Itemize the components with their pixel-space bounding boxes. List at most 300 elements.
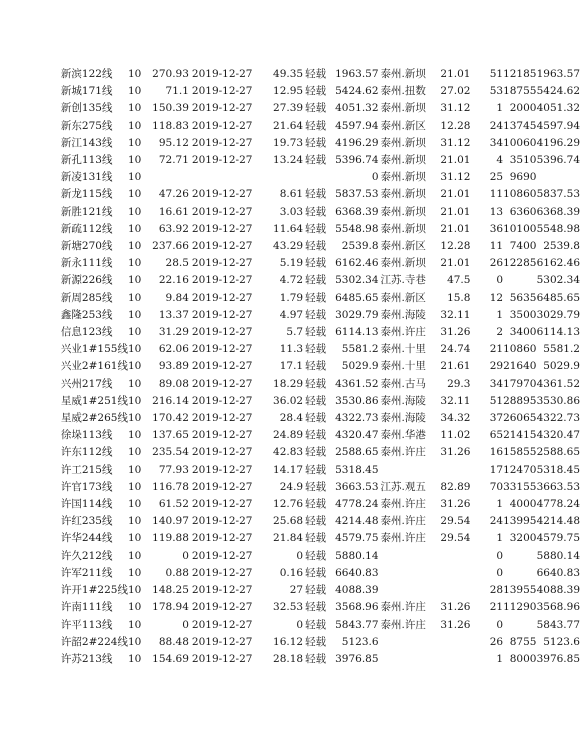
cell-voltage: 10	[127, 274, 142, 287]
cell-rating: 21.01	[440, 205, 471, 218]
cell-line-name: 新东275线	[60, 119, 113, 132]
cell-quantity: 10100	[503, 222, 537, 235]
cell-rating: 32.11	[440, 308, 471, 321]
cell-capacity: 4778.24	[335, 498, 379, 511]
cell-capacity: 5581.2	[341, 343, 379, 356]
cell-rating: 29.3	[447, 377, 471, 390]
cell-date: 2019-12-27	[191, 515, 253, 528]
cell-current: 148.25	[152, 584, 189, 597]
cell-date: 2019-12-27	[191, 463, 253, 476]
cell-available-capacity	[536, 169, 580, 186]
cell-quantity: 3510	[509, 154, 537, 167]
cell-load-rate: 49.35	[273, 68, 304, 80]
row-margin	[0, 565, 61, 582]
cell-date: 2019-12-27	[191, 222, 253, 235]
row-margin	[0, 599, 61, 616]
cell-current: 178.94	[152, 601, 189, 614]
cell-rating: 15.8	[447, 291, 471, 304]
cell-rating: 32.11	[440, 394, 471, 407]
cell-substation: 泰州.许庄	[380, 498, 426, 511]
cell-voltage: 10	[127, 205, 142, 218]
table-row	[0, 479, 580, 496]
cell-voltage: 10	[127, 618, 142, 631]
cell-load-rate: 4.97	[279, 308, 304, 321]
cell-current: 31.29	[158, 326, 189, 339]
cell-load-status: 轻载	[305, 601, 327, 614]
cell-load-rate: 8.61	[279, 188, 304, 201]
cell-voltage: 10	[127, 240, 142, 253]
cell-date: 2019-12-27	[191, 68, 253, 80]
cell-load-status: 轻载	[305, 274, 327, 287]
cell-line-name: 许久212线	[60, 549, 113, 562]
cell-voltage: 10	[127, 188, 142, 201]
line-load-table	[0, 66, 580, 668]
cell-quantity: 10860	[503, 188, 537, 201]
cell-load-status	[303, 169, 333, 186]
table-row	[0, 290, 580, 307]
cell-capacity: 3530.86	[335, 394, 379, 407]
cell-load-status: 轻载	[305, 463, 327, 476]
cell-load-rate: 25.68	[273, 515, 304, 528]
cell-current: 0.88	[165, 566, 189, 579]
cell-load-status: 轻载	[305, 326, 327, 339]
cell-line-name: 新疏112线	[60, 222, 113, 235]
cell-voltage: 10	[127, 68, 142, 80]
cell-quantity: 10860	[503, 343, 537, 356]
row-margin	[0, 66, 61, 83]
cell-voltage: 10	[127, 360, 142, 373]
cell-rating: 24.74	[440, 343, 471, 356]
cell-voltage: 10	[127, 343, 142, 356]
cell-line-name: 信息123线	[60, 326, 113, 339]
cell-count: 51	[489, 394, 504, 407]
cell-voltage: 10	[127, 222, 142, 235]
cell-quantity: 11290	[503, 601, 537, 614]
cell-current: 22.16	[158, 274, 189, 287]
row-margin	[0, 118, 61, 135]
cell-line-name: 新胜121线	[60, 205, 113, 218]
cell-load-status: 轻载	[305, 412, 327, 425]
cell-rating: 31.26	[440, 446, 471, 459]
cell-available-capacity: 3663.53	[536, 480, 580, 493]
table-row	[0, 582, 580, 599]
row-margin	[0, 290, 61, 307]
cell-voltage: 10	[127, 652, 142, 665]
table-row	[0, 651, 580, 668]
cell-date: 2019-12-27	[191, 549, 253, 562]
cell-load-status: 轻载	[305, 257, 327, 270]
cell-quantity: 3500	[509, 308, 537, 321]
cell-rating: 29.54	[440, 532, 471, 545]
cell-quantity: 26065	[503, 412, 537, 425]
cell-quantity: 13955	[503, 584, 537, 597]
cell-date: 2019-12-27	[191, 257, 253, 270]
cell-line-name: 兴业2#161线	[60, 360, 128, 373]
cell-quantity: 9690	[509, 171, 537, 184]
cell-line-name: 许开1#225线	[60, 584, 128, 597]
cell-available-capacity: 4214.48	[536, 515, 580, 528]
cell-current: 13.37	[158, 308, 189, 321]
row-margin	[0, 548, 61, 565]
cell-line-name: 兴州217线	[60, 377, 113, 390]
cell-line-name: 许平113线	[60, 618, 113, 631]
cell-count: 26	[489, 257, 504, 270]
cell-load-status: 轻载	[305, 498, 327, 511]
cell-available-capacity: 6640.83	[536, 566, 580, 579]
row-margin	[0, 634, 61, 651]
cell-date: 2019-12-27	[191, 618, 253, 631]
cell-count: 65	[489, 429, 504, 442]
cell-count: 13	[489, 205, 504, 218]
cell-rating: 29.54	[440, 515, 471, 528]
cell-substation: 泰州.十里	[380, 343, 426, 356]
cell-rating: 47.5	[447, 274, 471, 287]
table-row	[0, 66, 580, 83]
cell-quantity: 12285	[503, 257, 537, 270]
cell-date: 2019-12-27	[191, 102, 253, 115]
cell-capacity: 4196.29	[335, 136, 379, 149]
cell-load-status: 轻载	[305, 85, 327, 98]
cell-date: 2019-12-27	[191, 566, 253, 579]
cell-line-name: 鑫隆253线	[60, 308, 113, 321]
cell-voltage: 10	[127, 480, 142, 493]
cell-load-rate: 12.95	[273, 85, 304, 98]
table-row	[0, 100, 580, 117]
cell-substation	[379, 565, 439, 582]
row-margin	[0, 376, 61, 393]
cell-count: 1	[496, 308, 504, 321]
table-row	[0, 169, 580, 186]
cell-date: 2019-12-27	[191, 498, 253, 511]
row-margin	[0, 358, 61, 375]
cell-count: 0	[496, 618, 504, 631]
cell-current: 216.14	[152, 394, 189, 407]
cell-line-name: 许南111线	[60, 601, 113, 614]
cell-rating	[439, 462, 471, 479]
cell-count: 26	[489, 635, 504, 648]
cell-current: 150.39	[152, 102, 189, 115]
cell-substation: 泰州.许庄	[380, 446, 426, 459]
cell-count: 36	[489, 222, 504, 235]
cell-available-capacity: 4196.29	[536, 136, 580, 149]
cell-date: 2019-12-27	[191, 480, 253, 493]
cell-load-status: 轻载	[305, 68, 327, 80]
cell-date: 2019-12-27	[191, 532, 253, 545]
cell-load-status: 轻载	[305, 343, 327, 356]
row-margin	[0, 186, 61, 203]
cell-capacity: 6485.65	[335, 291, 379, 304]
cell-load-status: 轻载	[305, 291, 327, 304]
cell-substation: 泰州.新坝	[380, 257, 426, 270]
cell-rating	[439, 634, 471, 651]
row-margin	[0, 272, 61, 289]
row-margin	[0, 393, 61, 410]
cell-capacity: 4051.32	[335, 102, 379, 115]
table-row	[0, 118, 580, 135]
cell-current: 77.93	[158, 463, 189, 476]
table-row	[0, 427, 580, 444]
cell-load-status: 轻载	[305, 136, 327, 149]
cell-count: 1	[496, 498, 504, 511]
cell-current: 140.97	[152, 515, 189, 528]
cell-capacity: 5123.6	[341, 635, 379, 648]
table-row	[0, 255, 580, 272]
cell-substation	[379, 651, 439, 668]
cell-date: 2019-12-27	[191, 274, 253, 287]
cell-substation: 泰州.十里	[380, 360, 426, 373]
cell-date: 2019-12-27	[191, 652, 253, 665]
cell-load-rate: 27	[289, 584, 304, 597]
cell-current: 63.92	[158, 222, 189, 235]
cell-count: 70	[489, 480, 504, 493]
row-margin	[0, 479, 61, 496]
cell-voltage: 10	[127, 171, 142, 184]
cell-quantity: 8755	[509, 635, 537, 648]
cell-voltage: 10	[127, 498, 142, 511]
cell-capacity: 5302.34	[335, 274, 379, 287]
cell-load-rate: 1.79	[279, 291, 304, 304]
cell-available-capacity: 3976.85	[536, 652, 580, 665]
cell-date: 2019-12-27	[191, 291, 253, 304]
cell-available-capacity: 2539.8	[543, 240, 580, 253]
cell-date	[189, 169, 254, 186]
cell-capacity: 5548.98	[335, 222, 379, 235]
cell-rating: 31.26	[440, 618, 471, 631]
cell-count: 25	[489, 171, 504, 184]
cell-rating	[439, 565, 471, 582]
cell-voltage: 10	[127, 119, 142, 132]
table-row	[0, 135, 580, 152]
cell-capacity: 2588.65	[335, 446, 379, 459]
cell-load-rate: 18.29	[273, 377, 304, 390]
cell-available-capacity: 4088.39	[536, 584, 580, 597]
table-row	[0, 376, 580, 393]
cell-substation: 泰州.古马	[380, 377, 426, 390]
cell-load-status: 轻载	[305, 446, 327, 459]
table-row	[0, 324, 580, 341]
cell-available-capacity: 1963.57	[536, 68, 580, 80]
cell-substation: 泰州.新坝	[380, 205, 426, 218]
row-margin	[0, 427, 61, 444]
cell-load-rate: 28.18	[273, 652, 304, 665]
cell-available-capacity: 5424.62	[536, 85, 580, 98]
cell-load-rate: 13.24	[273, 154, 304, 167]
cell-current: 62.06	[158, 343, 189, 356]
cell-available-capacity: 5837.53	[536, 188, 580, 201]
cell-available-capacity: 4597.94	[536, 119, 580, 132]
row-margin	[0, 307, 61, 324]
cell-substation: 泰州.新坝	[380, 136, 426, 149]
cell-current: 119.88	[152, 532, 189, 545]
row-margin	[0, 152, 61, 169]
cell-available-capacity: 5318.45	[536, 463, 580, 476]
cell-count: 11	[489, 240, 504, 253]
cell-date: 2019-12-27	[191, 326, 253, 339]
cell-capacity: 6162.46	[335, 257, 379, 270]
cell-current: 93.89	[158, 360, 189, 373]
table-row	[0, 221, 580, 238]
cell-count: 1	[496, 532, 504, 545]
row-margin	[0, 100, 61, 117]
cell-count: 21	[489, 343, 504, 356]
cell-count: 0	[496, 549, 504, 562]
table-row	[0, 634, 580, 651]
cell-available-capacity: 4051.32	[536, 102, 580, 115]
cell-date: 2019-12-27	[191, 360, 253, 373]
cell-rating: 12.28	[440, 240, 471, 253]
cell-available-capacity: 5548.98	[536, 222, 580, 235]
cell-load-rate	[254, 169, 304, 186]
cell-rating: 31.12	[440, 171, 471, 184]
cell-quantity: 4000	[509, 498, 537, 511]
cell-load-rate: 32.53	[273, 601, 304, 614]
cell-line-name: 许东112线	[60, 446, 113, 459]
cell-quantity: 3200	[509, 532, 537, 545]
cell-capacity: 6640.83	[335, 566, 379, 579]
cell-count: 12	[489, 291, 504, 304]
cell-available-capacity: 5880.14	[536, 549, 580, 562]
cell-load-rate: 11.64	[273, 222, 304, 235]
cell-load-status: 轻载	[305, 618, 327, 631]
cell-line-name: 新孔113线	[60, 154, 113, 167]
cell-current: 170.42	[152, 412, 189, 425]
cell-current: 95.12	[158, 136, 189, 149]
cell-date: 2019-12-27	[191, 308, 253, 321]
cell-count: 0	[496, 566, 504, 579]
cell-available-capacity: 4361.52	[536, 377, 580, 390]
table-row	[0, 83, 580, 100]
table-row	[0, 462, 580, 479]
cell-substation: 泰州.新坝	[380, 68, 426, 80]
cell-count: 53	[489, 85, 504, 98]
cell-date: 2019-12-27	[191, 119, 253, 132]
cell-available-capacity: 3029.79	[536, 308, 580, 321]
cell-current: 154.69	[152, 652, 189, 665]
cell-load-rate: 12.76	[273, 498, 304, 511]
cell-substation	[379, 634, 439, 651]
table-row	[0, 599, 580, 616]
cell-voltage: 10	[127, 136, 142, 149]
cell-load-rate: 24.89	[273, 429, 304, 442]
cell-quantity: 13745	[503, 119, 537, 132]
cell-quantity: 6360	[509, 205, 537, 218]
cell-line-name: 星威1#251线	[60, 394, 128, 407]
cell-date: 2019-12-27	[191, 584, 253, 597]
cell-rating: 31.12	[440, 102, 471, 115]
cell-current: 71.1	[165, 85, 189, 98]
table-row	[0, 307, 580, 324]
cell-load-rate: 36.02	[273, 394, 304, 407]
cell-count: 24	[489, 119, 504, 132]
cell-substation: 泰州.新坝	[380, 171, 426, 184]
cell-current: 72.71	[158, 154, 189, 167]
cell-substation: 泰州.华港	[380, 429, 426, 442]
cell-capacity: 4597.94	[335, 119, 379, 132]
cell-substation: 泰州.许庄	[380, 618, 426, 631]
cell-current: 61.52	[158, 498, 189, 511]
cell-load-status: 轻载	[305, 480, 327, 493]
cell-available-capacity: 6485.65	[536, 291, 580, 304]
cell-count: 28	[489, 584, 504, 597]
cell-capacity: 5318.45	[335, 463, 379, 476]
cell-quantity: 21415	[503, 429, 537, 442]
cell-date: 2019-12-27	[191, 601, 253, 614]
cell-voltage: 10	[127, 463, 142, 476]
cell-rating: 34.32	[440, 412, 471, 425]
cell-line-name: 新源226线	[60, 274, 113, 287]
cell-quantity: 18755	[503, 85, 537, 98]
cell-line-name: 兴业1#155线	[60, 343, 128, 356]
row-margin	[0, 617, 61, 634]
cell-voltage: 10	[127, 154, 142, 167]
cell-date: 2019-12-27	[191, 154, 253, 167]
cell-count: 51	[489, 68, 504, 80]
cell-voltage: 10	[127, 394, 142, 407]
cell-load-rate: 27.39	[273, 102, 304, 115]
table-row	[0, 204, 580, 221]
cell-load-rate: 21.84	[273, 532, 304, 545]
cell-quantity: 10060	[503, 136, 537, 149]
cell-load-rate: 19.73	[273, 136, 304, 149]
cell-quantity	[503, 617, 536, 634]
cell-current: 88.48	[158, 635, 189, 648]
cell-rating: 21.01	[440, 68, 471, 80]
cell-load-rate: 24.9	[279, 480, 304, 493]
cell-capacity: 4320.47	[335, 429, 379, 442]
cell-current: 137.65	[152, 429, 189, 442]
cell-line-name: 许军211线	[60, 566, 113, 579]
table-row	[0, 410, 580, 427]
cell-quantity: 13995	[503, 515, 537, 528]
cell-available-capacity: 4579.75	[536, 532, 580, 545]
cell-current: 116.78	[152, 480, 189, 493]
cell-load-rate: 28.4	[279, 412, 304, 425]
cell-rating: 31.26	[440, 601, 471, 614]
cell-count: 11	[489, 188, 504, 201]
cell-line-name: 新城171线	[60, 85, 113, 98]
table-row	[0, 548, 580, 565]
cell-load-rate: 11.3	[279, 343, 304, 356]
cell-line-name: 许国114线	[60, 498, 113, 511]
cell-current: 9.84	[165, 291, 189, 304]
table-row	[0, 152, 580, 169]
cell-count: 1	[496, 102, 504, 115]
cell-load-rate: 42.83	[273, 446, 304, 459]
cell-available-capacity: 5029.9	[543, 360, 580, 373]
cell-rating: 31.26	[440, 498, 471, 511]
cell-substation: 泰州.海陵	[380, 308, 426, 321]
cell-current: 47.26	[158, 188, 189, 201]
cell-available-capacity: 5581.2	[543, 343, 580, 356]
cell-capacity: 5837.53	[335, 188, 379, 201]
cell-capacity: 5843.77	[335, 618, 379, 631]
cell-date: 2019-12-27	[191, 188, 253, 201]
cell-voltage: 10	[127, 566, 142, 579]
cell-load-status: 轻载	[305, 222, 327, 235]
cell-load-status: 轻载	[305, 154, 327, 167]
cell-date: 2019-12-27	[191, 635, 253, 648]
cell-date: 2019-12-27	[191, 412, 253, 425]
cell-current: 237.66	[152, 240, 189, 253]
cell-substation: 泰州.许庄	[380, 326, 426, 339]
cell-voltage: 10	[127, 549, 142, 562]
cell-line-name: 新江143线	[60, 136, 113, 149]
cell-available-capacity: 6114.13	[536, 326, 580, 339]
cell-quantity: 8000	[509, 652, 537, 665]
cell-count: 4	[496, 154, 504, 167]
cell-available-capacity: 2588.65	[536, 446, 580, 459]
cell-load-status: 轻载	[305, 360, 327, 373]
